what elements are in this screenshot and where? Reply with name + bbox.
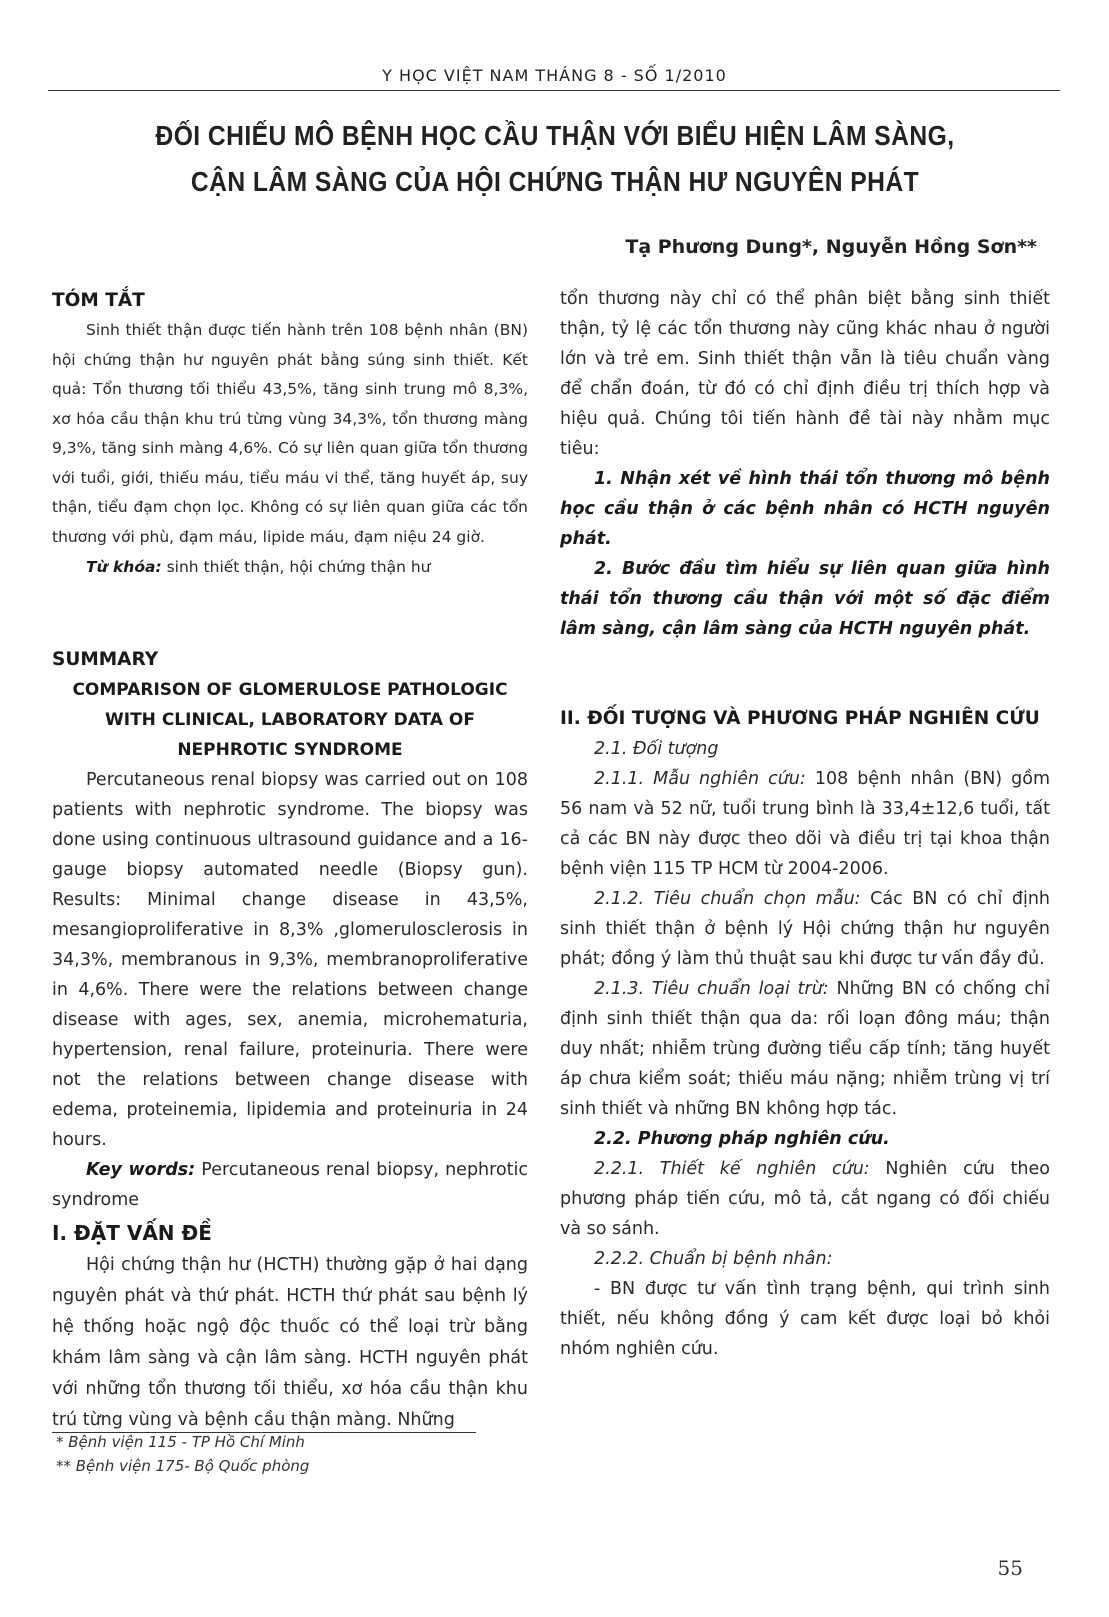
para-2-1-1-text: 108 bệnh nhân (BN) gồm 56 nam và 52 nữ, tuổi trung bình là 33,4±12,6 tuổi, tất cả các BN này được theo dõi và điều trị tại khoa thận bệnh viện 115 TP HCM từ 2004-2006. [560,769,1050,879]
authors: Tạ Phương Dung*, Nguyễn Hồng Sơn** [625,236,1037,258]
summary-title-2: WITH CLINICAL, LABORATORY DATA OF [105,710,475,730]
subsection-2-2: 2.2. Phương pháp nghiên cứu. [594,1129,890,1149]
right-column [560,284,1050,644]
key-words-label: Key words: [86,1160,196,1180]
para-2-1-1 [560,764,1050,884]
left-column [52,286,528,582]
para-2-1-2 [560,884,1050,974]
para-2-2-2-label: 2.2.2. Chuẩn bị bệnh nhân: [594,1249,833,1269]
keywords-text: sinh thiết thận, hội chứng thận hư [161,558,431,576]
para-2-2-1-text: Nghiên cứu theo phương pháp tiến cứu, mô tả, cắt ngang có đối chiếu và so sánh. [560,1159,1050,1239]
section-2-heading: II. ĐỐI TƯỢNG VÀ PHƯƠNG PHÁP NGHIÊN CỨU [560,708,1040,729]
para-2-1-2-text: Các BN có chỉ định sinh thiết thận ở bệnh lý Hội chứng thận hư nguyên phát; đồng ý làm thủ thuật sau khi được tư vấn đầy đủ. [560,889,1051,969]
para-2-1-1-label: 2.1.1. Mẫu nghiên cứu: [594,769,806,789]
keywords [52,552,528,582]
objective-2: 2. Bước đầu tìm hiểu sự liên quan giữa hình thái tổn thương cầu thận với một số đặc điểm lâm sàng, cận lâm sàng của HCTH nguyên phát. [560,559,1050,639]
key-words-text: Percutaneous renal biopsy, nephrotic syndrome [52,1160,529,1210]
para-2-1-2-label: 2.1.2. Tiêu chuẩn chọn mẫu: [594,889,861,909]
subsection-2-1: 2.1. Đối tượng [594,739,719,759]
summary-body: Percutaneous renal biopsy was carried out on 108 patients with nephrotic syndrome. The biopsy was done using continuous ultrasound guidance and a 16-gauge biopsy automated needle (Biopsy gun). Results: Minimal change disease in 43,5%, mesangioproliferative in 8,3% ,glomerulosclerosis in 34,3%, membranous in 9,3%, membranoproliferative in 4,6%. There were the relations between change disease with ages, sex, anemia, microhematuria, hypertension, renal failure, proteinuria. There were not the relations between change disease with edema, proteinemia, lipidemia and proteinuria in 24 hours. [52,770,528,1150]
running-head: Y HỌC VIỆT NAM THÁNG 8 - SỐ 1/2010 [382,66,727,85]
para-2-1-3-label: 2.1.3. Tiêu chuẩn loại trừ: [594,979,829,999]
keywords-label: Từ khóa: [86,558,162,576]
section-1-heading: I. ĐẶT VẤN ĐỀ [52,1221,212,1245]
para-2-2-1 [560,1154,1050,1244]
header-rule [48,90,1060,91]
para-2-2-1-label: 2.2.1. Thiết kế nghiên cứu: [594,1159,870,1179]
article-title-line-1: ĐỐI CHIẾU MÔ BỆNH HỌC CẦU THẬN VỚI BIỂU HIỆN LÂM SÀNG, [155,120,955,151]
summary-heading: SUMMARY [52,649,159,670]
article-title-line-2: CẬN LÂM SÀNG CỦA HỘI CHỨNG THẬN HƯ NGUYÊN PHÁT [190,166,920,197]
page-number: 55 [997,1556,1023,1580]
section-1-body: Hội chứng thận hư (HCTH) thường gặp ở hai dạng nguyên phát và thứ phát. HCTH thứ phát sau bệnh lý hệ thống hoặc ngộ độc thuốc có thể loại trừ bằng khám lâm sàng và cận lâm sàng. HCTH nguyên phát với những tổn thương tối thiểu, xơ hóa cầu thận khu trú từng vùng và bệnh cầu thận màng. Những [52,1255,528,1430]
abstract-heading: TÓM TẮT [52,290,145,311]
section-1 [52,1218,528,1436]
objective-1: 1. Nhận xét về hình thái tổn thương mô bệnh học cầu thận ở các bệnh nhân có HCTH nguyên phát. [560,469,1050,549]
key-words [52,1155,528,1215]
footnote-1: * Bệnh viện 115 - TP Hồ Chí Minh [56,1433,305,1451]
summary-title-3: NEPHROTIC SYNDROME [177,740,403,760]
para-2-2-2-item: - BN được tư vấn tình trạng bệnh, qui trình sinh thiết, nếu không đồng ý cam kết được loại bỏ khỏi nhóm nghiên cứu. [560,1279,1050,1359]
para-2-1-3 [560,974,1050,1124]
intro-continued: tổn thương này chỉ có thể phân biệt bằng sinh thiết thận, tỷ lệ các tổn thương này cũng khác nhau ở người lớn và trẻ em. Sinh thiết thận vẫn là tiêu chuẩn vàng để chẩn đoán, từ đó có chỉ định điều trị thích hợp và hiệu quả. Chúng tôi tiến hành đề tài này nhằm mục tiêu: [560,289,1050,459]
abstract-body: Sinh thiết thận được tiến hành trên 108 bệnh nhân (BN) hội chứng thận hư nguyên phát bằng súng sinh thiết. Kết quả: Tổn thương tối thiểu 43,5%, tăng sinh trung mô 8,3%, xơ hóa cầu thận khu trú từng vùng 34,3%, tổn thương màng 9,3%, tăng sinh màng 4,6%. Có sự liên quan giữa tổn thương với tuổi, giới, thiếu máu, tiểu máu vi thể, tăng huyết áp, suy thận, tiểu đạm chọn lọc. Không có sự liên quan giữa các tổn thương với phù, đạm máu, lipide máu, đạm niệu 24 giờ. [52,321,528,546]
para-2-1-3-text: Những BN có chống chỉ định sinh thiết thận qua da: rối loạn đông máu; thận duy nhất; nhiễm trùng đường tiểu cấp tính; tăng huyết áp chưa kiểm soát; thiếu máu nặng; nhiễm trùng vị trí sinh thiết và những BN không hợp tác. [560,979,1050,1119]
footnote-2: ** Bệnh viện 175- Bộ Quốc phòng [56,1457,310,1475]
section-2 [560,704,1050,1364]
summary-section [52,645,528,1215]
summary-title-1: COMPARISON OF GLOMERULOSE PATHOLOGIC [72,680,508,700]
